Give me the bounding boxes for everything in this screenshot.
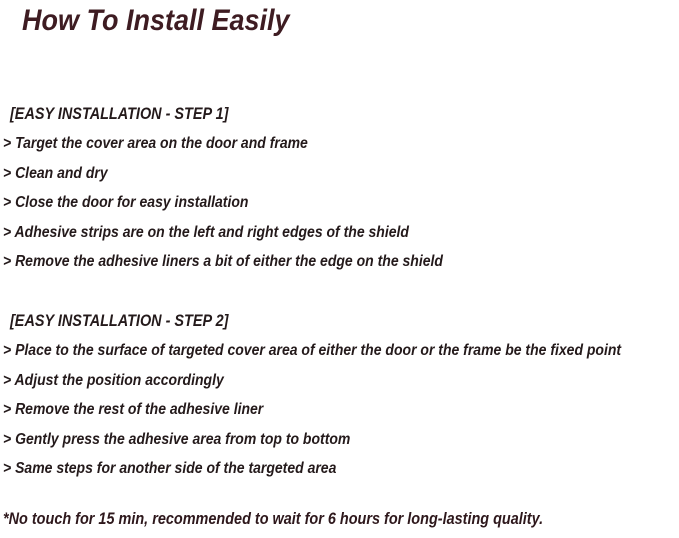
instruction-item: > Gently press the adhesive area from top to bottom	[3, 430, 351, 448]
instruction-item: > Place to the surface of targeted cover area of either the door or the frame be the fixed point	[3, 342, 622, 359]
instruction-item: > Same steps for another side of the targeted area	[3, 460, 337, 478]
step1-instruction-list	[3, 135, 506, 270]
instruction-item: > Clean and dry	[3, 164, 108, 182]
instruction-item: > Remove the adhesive liners a bit of either the edge on the shield	[3, 253, 443, 271]
instruction-item: > Adjust the position accordingly	[3, 371, 224, 389]
section-step1	[3, 104, 506, 283]
instruction-item: > Target the cover area on the door and frame	[3, 135, 308, 152]
instruction-item: > Adhesive strips are on the left and right edges of the shield	[3, 223, 409, 241]
section-step2	[3, 311, 679, 490]
footer-note: *No touch for 15 min, recommended to wait for 6 hours for long-lasting quality.	[3, 510, 544, 528]
step2-heading: [EASY INSTALLATION - STEP 2]	[10, 312, 229, 330]
step2-instruction-list	[3, 342, 679, 477]
page-title: How To Install Easily	[22, 4, 290, 37]
instruction-item: > Remove the rest of the adhesive liner	[3, 401, 264, 419]
step1-heading: [EASY INSTALLATION - STEP 1]	[10, 105, 229, 123]
instruction-item: > Close the door for easy installation	[3, 194, 249, 212]
